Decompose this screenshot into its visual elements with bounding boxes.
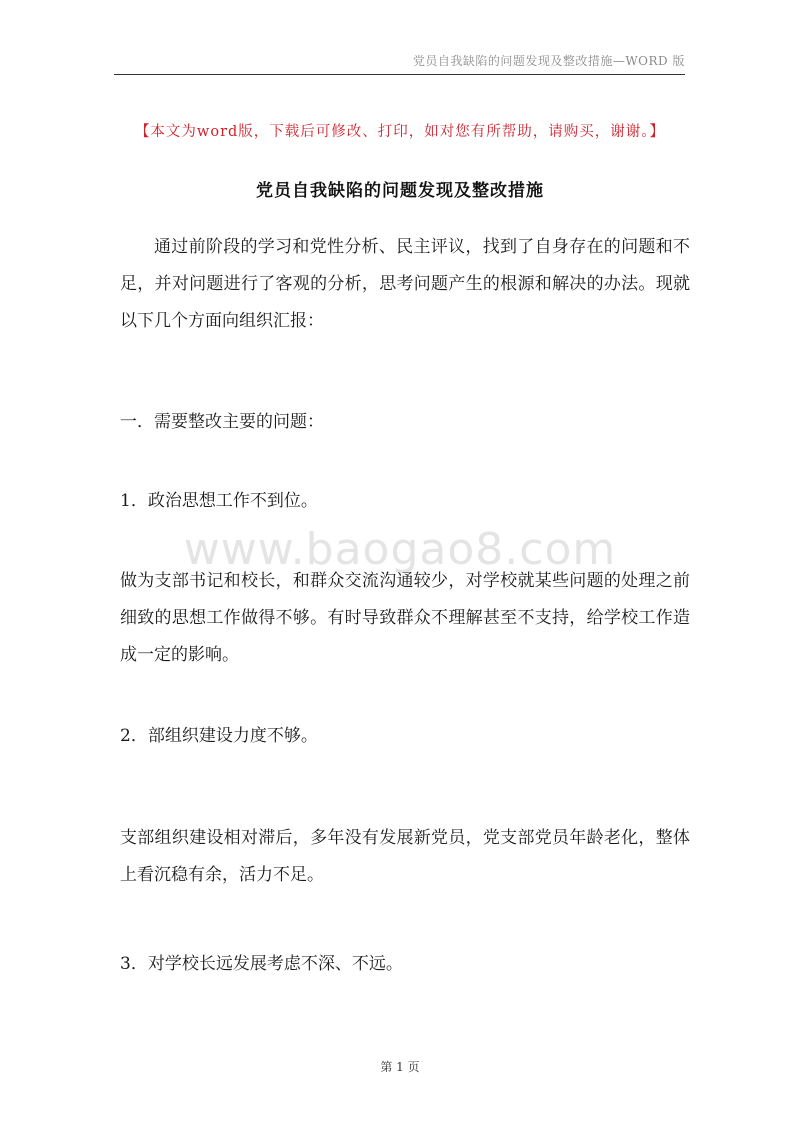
- item-heading-2: 2．部组织建设力度不够。: [120, 726, 318, 746]
- document-title: 党员自我缺陷的问题发现及整改措施: [256, 181, 544, 201]
- running-header: 党员自我缺陷的问题发现及整改措施—WORD 版: [412, 54, 685, 68]
- item-body-1: 做为支部书记和校长，和群众交流沟通较少，对学校就某些问题的处理之前细致的思想工作做得不够。有时导致群众不理解甚至不支持，给学校工作造成一定的影响。: [120, 571, 690, 665]
- section-heading-1: 一．需要整改主要的问题：: [120, 412, 324, 432]
- item-body-2: 支部组织建设相对滞后，多年没有发展新党员，党支部党员年龄老化，整体上看沉稳有余，活力不足。: [120, 828, 690, 885]
- item-heading-1: 1．政治思想工作不到位。: [120, 491, 318, 511]
- intro-paragraph: 通过前阶段的学习和党性分析、民主评议，找到了自身存在的问题和不足，并对问题进行了客观的分析，思考问题产生的根源和解决的办法。现就以下几个方面向组织汇报：: [120, 237, 690, 331]
- item-heading-3: 3．对学校长远发展考虑不深、不远。: [120, 954, 403, 974]
- header-rule: [114, 74, 685, 75]
- purchase-notice: 【本文为word版，下载后可修改、打印，如对您有所帮助，请购买，谢谢。】: [134, 124, 666, 140]
- watermark: www.baogao8.com: [183, 524, 617, 575]
- page-number: 第 1 页: [380, 1060, 420, 1074]
